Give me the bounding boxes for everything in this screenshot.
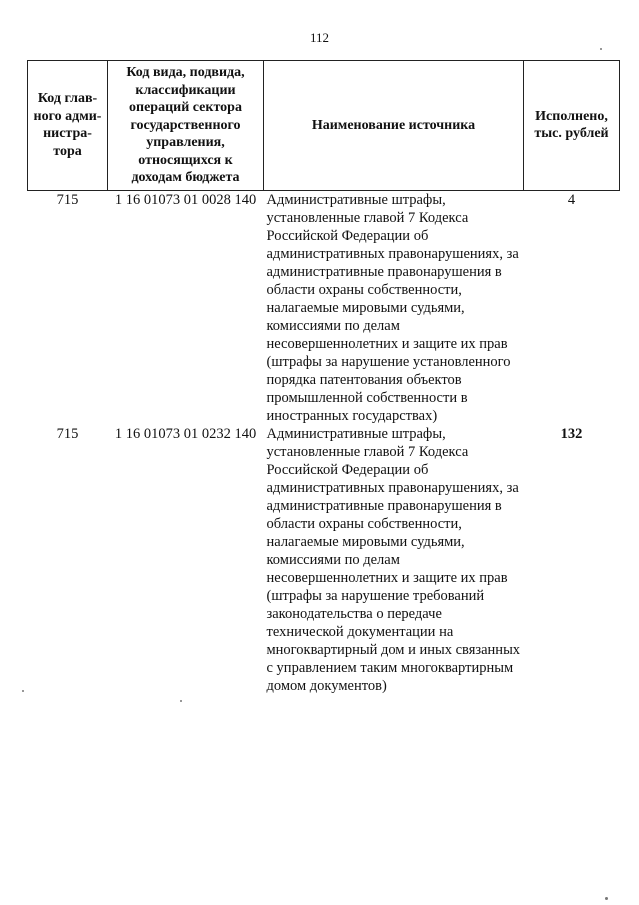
row-source-name: Административные штрафы, установленные главой 7 Кодекса Российской Федерации об административных правонарушениях, за административные правонарушения в области охраны собственности, налагаемые мировыми судьями, комиссиями по делам несовершеннолетних и защите их прав (штрафы за нарушение требований законодательства о передаче технической документации на многоквартирный дом и иных связанных с управлением таким многоквартирным домом документов) bbox=[266, 425, 521, 694]
row-classification-code: 1 16 01073 01 0028 140 bbox=[114, 191, 257, 208]
header-admin-code: Код глав-ного адми-нистра-тора bbox=[28, 61, 108, 191]
scan-speck bbox=[180, 700, 182, 702]
header-executed: Исполнено, тыс. рублей bbox=[524, 61, 620, 191]
revenue-table bbox=[27, 60, 620, 695]
row-executed: 4 bbox=[567, 191, 576, 208]
page-number: 112 bbox=[309, 30, 330, 45]
header-classification-code: Код вида, подвида, классификации операций сектора государственного управления, относящихся к доходам бюджета bbox=[108, 61, 264, 191]
table-header bbox=[28, 61, 620, 191]
row-source-name: Административные штрафы, установленные главой 7 Кодекса Российской Федерации об административных правонарушениях, за административные правонарушения в области охраны собственности, налагаемые мировыми судьями, комиссиями по делам несовершеннолетних и защите их прав (штрафы за нарушение установленного порядка патентования объектов промышленной собственности в иностранных государствах) bbox=[266, 191, 519, 424]
header-source-name: Наименование источника bbox=[264, 61, 524, 191]
row-executed: 132 bbox=[560, 425, 583, 442]
scan-speck bbox=[605, 897, 608, 900]
scan-speck bbox=[600, 48, 602, 50]
row-admin-code: 715 bbox=[56, 191, 79, 208]
row-classification-code: 1 16 01073 01 0232 140 bbox=[114, 425, 257, 442]
table-body bbox=[28, 190, 620, 695]
table-row bbox=[28, 190, 620, 425]
table-row bbox=[28, 425, 620, 695]
row-admin-code: 715 bbox=[56, 425, 79, 442]
scan-speck bbox=[22, 690, 24, 692]
